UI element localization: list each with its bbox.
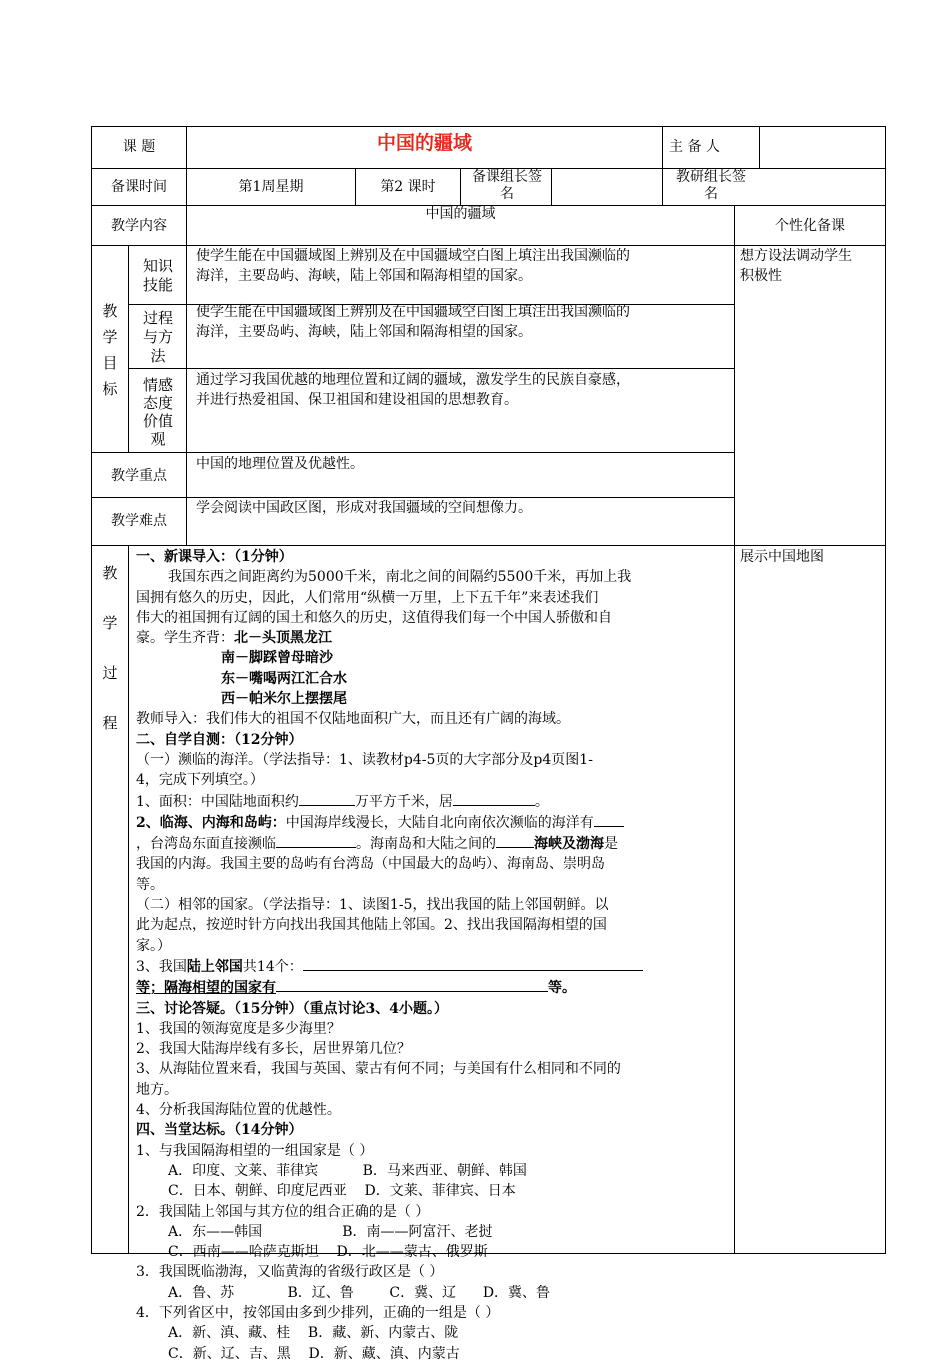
col-divider [662, 126, 663, 206]
text-segment: 中国海岸线漫长，大陆自北向南依次濒临的海洋有 [285, 814, 594, 831]
text-segment: 万平方千米，居 [354, 793, 453, 810]
text-line: 海洋，主要岛屿、海峡，陆上邻国和隔海相望的国家。 [196, 268, 532, 285]
row-divider [91, 452, 734, 453]
text-line: （一）濒临的海洋。（学法指导：1、读教材p4-5页的大字部分及p4页图1- [136, 751, 593, 768]
discussion-item: 2、我国大陆海岸线有多长，居世界第几位？ [136, 1041, 411, 1058]
objective-text-attitude [196, 370, 731, 411]
personal-note-motivation [740, 246, 884, 287]
text-line: 教师导入：我们伟大的祖国不仅陆地面积广大，而且还有广阔的海域。 [136, 711, 570, 728]
text-line: 国拥有悠久的历史，因此，人们常用“纵横一万里，上下五千年”来表述我们 [136, 589, 599, 606]
text-line: 等。 [136, 876, 164, 893]
text-line [136, 628, 732, 648]
content-label: 教学内容 [111, 218, 167, 234]
text-segment: 等；隔海相望的国家有 [136, 980, 276, 997]
preparer-label: 主 备 人 [669, 139, 720, 155]
objectives-char: 学 [102, 328, 118, 346]
row-divider [91, 497, 734, 498]
text-segment: 等。 [548, 980, 576, 997]
text-line: 想方设法调动学生 [740, 248, 852, 264]
exercise-options: A．东——韩国 B．南——阿富汗、老挝 [168, 1223, 493, 1240]
section-title: 四、当堂达标。（14分钟） [136, 1122, 303, 1139]
discussion-item: 3、从海陆位置来看，我国与英国、蒙古有何不同；与美国有什么相同和不同的 [136, 1061, 621, 1078]
discussion-item: 1、我国的领海宽度是多少海里？ [136, 1020, 341, 1037]
table-border-left [91, 126, 92, 1254]
poem-line: 东－嘴喝两江汇合水 [221, 670, 347, 687]
objectives-char: 标 [102, 380, 118, 398]
key-point-label: 教学重点 [111, 468, 167, 484]
process-label [101, 548, 119, 748]
text-segment: 共14个： [242, 958, 303, 975]
text-segment: 陆上邻国 [186, 958, 243, 975]
text-line: 我国的内海。我国主要的岛屿有台湾岛（中国最大的岛屿）、海南岛、崇明岛 [136, 856, 605, 873]
text-segment: ，台湾岛东面直接濒临 [136, 836, 276, 853]
prep-time-label: 备课时间 [111, 179, 167, 195]
col-divider [128, 545, 129, 1254]
text-segment: 海峡及渤海 [534, 836, 604, 853]
objective-label-process: 过程与方法 [142, 309, 173, 365]
col-divider [734, 205, 735, 1254]
section-title: 一、新课导入：（1分钟） [136, 549, 293, 565]
key-point-text: 中国的地理位置及优越性。 [196, 456, 364, 472]
objective-label-attitude: 情感态度价值观 [142, 376, 173, 448]
text-line: 我国东西之间距离约为5000千米，南北之间的间隔约5500千米，再加上我 [168, 569, 632, 586]
answer-blank[interactable] [496, 833, 534, 848]
poem-line: 南－脚踩曾母暗沙 [221, 650, 333, 667]
answer-blank[interactable] [276, 977, 548, 992]
exercise-options: C．西南——哈萨克斯坦 D．北——蒙古、俄罗斯 [168, 1244, 488, 1261]
process-char: 过 [102, 664, 118, 682]
section-title: 二、自学自测：（12分钟） [136, 731, 303, 748]
text-segment: 豪。学生齐背： [136, 630, 234, 647]
exercise-options: C．日本、朝鲜、印度尼西亚 D．文莱、菲律宾、日本 [168, 1183, 516, 1200]
objective-label-knowledge: 知识技能 [142, 257, 173, 294]
text-line: 4，完成下列填空。） [136, 772, 264, 789]
text-line: 海洋，主要岛屿、海峡，陆上邻国和隔海相望的国家。 [196, 324, 532, 341]
fill-in-line [136, 833, 732, 854]
fill-in-line [136, 956, 732, 977]
text-line: 伟大的祖国拥有辽阔的国土和悠久的历史，这值得我们每一个中国人骄傲和自 [136, 609, 612, 626]
objective-text-process [196, 302, 731, 343]
text-line: 积极性 [740, 268, 782, 285]
answer-blank[interactable] [303, 956, 643, 971]
exercise-stem: 2．我国陆上邻国与其方位的组合正确的是（ ） [136, 1203, 430, 1220]
text-segment: 1、面积：中国陆地面积约 [136, 793, 299, 810]
text-line: 通过学习我国优越的地理位置和辽阔的疆域，激发学生的民族自豪感， [196, 372, 630, 388]
process-char: 教 [102, 564, 118, 582]
text-segment: 是 [604, 836, 618, 853]
text-segment: 。海南岛和大陆之间的 [356, 836, 496, 853]
exercise-options: A．新、滇、藏、桂 B．藏、新、内蒙古、陇 [168, 1325, 459, 1342]
week-value: 第1周星期 [238, 179, 304, 195]
col-divider [460, 168, 461, 206]
text-line: 并进行热爱祖国、保卫祖国和建设祖国的思想教育。 [196, 392, 518, 409]
section-title: 三、讨论答疑。（15分钟）（重点讨论3、4小题。） [136, 1000, 448, 1017]
col-divider [551, 168, 552, 206]
text-line: 使学生能在中国疆域图上辨别及在中国疆域空白图上填注出我国濒临的 [196, 304, 630, 320]
row-divider [91, 545, 886, 546]
process-body [136, 547, 732, 1364]
exercise-stem: 1、与我国隔海相望的一组国家是（ ） [136, 1142, 374, 1159]
exercise-options: A．印度、文莱、菲律宾 B．马来西亚、朝鲜、韩国 [168, 1162, 527, 1179]
period-value: 第2 课时 [380, 179, 436, 195]
objectives-char: 目 [102, 354, 118, 372]
table-border-right [885, 126, 886, 1254]
col-divider [186, 245, 187, 545]
answer-blank[interactable] [453, 791, 535, 806]
personal-prep-label: 个性化备课 [775, 218, 845, 234]
answer-blank[interactable] [276, 833, 356, 848]
text-line: 此为起点，按逆时针方向找出我国其他陆上邻国。2、找出我国隔海相望的国 [136, 917, 607, 934]
answer-blank[interactable] [299, 791, 355, 806]
process-char: 学 [102, 614, 118, 632]
col-divider [759, 126, 760, 168]
topic-label: 课 题 [122, 139, 156, 155]
answer-blank[interactable] [594, 812, 624, 827]
research-leader-label: 教研组长签名 [676, 169, 746, 202]
difficulty-label: 教学难点 [111, 513, 167, 529]
page-title: 中国的疆域 [376, 132, 472, 154]
objectives-char: 教 [102, 302, 118, 320]
personal-note-map: 展示中国地图 [740, 549, 824, 565]
discussion-item: 4、分析我国海陆位置的优越性。 [136, 1102, 341, 1119]
content-value: 中国的疆域 [425, 206, 496, 222]
row-divider [128, 368, 734, 369]
objectives-label [101, 298, 119, 402]
text-segment: 。 [534, 793, 549, 810]
exercise-stem: 3．我国既临渤海，又临黄海的省级行政区是（ ） [136, 1264, 444, 1281]
poem-line: 北－头顶黑龙江 [234, 630, 332, 647]
table-border-top [91, 126, 886, 127]
text-line: （二）相邻的国家。（学法指导：1、读图1-5，找出我国的陆上邻国朝鲜。以 [136, 897, 609, 914]
poem-line: 西－帕米尔上摆摆尾 [221, 691, 347, 708]
exercise-stem: 4．下列省区中，按邻国由多到少排列，正确的一组是（ ） [136, 1304, 500, 1321]
text-line: 家。） [136, 937, 171, 954]
fill-in-line [136, 812, 732, 833]
fill-in-line [136, 791, 732, 812]
fill-in-line [136, 977, 732, 998]
process-char: 程 [102, 714, 118, 732]
text-segment: 3、我国 [136, 958, 187, 975]
difficulty-text: 学会阅读中国政区图，形成对我国疆域的空间想像力。 [196, 500, 532, 516]
group-leader-label: 备课组长签名 [472, 169, 542, 202]
exercise-options: A．鲁、苏 B．辽、鲁 C．冀、辽 D．冀、鲁 [168, 1284, 551, 1301]
col-divider [128, 245, 129, 453]
exercise-options: C．新、辽、吉、黑 D．新、藏、滇、内蒙古 [168, 1345, 460, 1362]
objective-text-knowledge [196, 246, 731, 287]
discussion-item: 地方。 [136, 1081, 178, 1098]
text-line: 使学生能在中国疆域图上辨别及在中国疆域空白图上填注出我国濒临的 [196, 248, 630, 264]
text-segment: 2、临海、内海和岛屿： [136, 814, 286, 831]
